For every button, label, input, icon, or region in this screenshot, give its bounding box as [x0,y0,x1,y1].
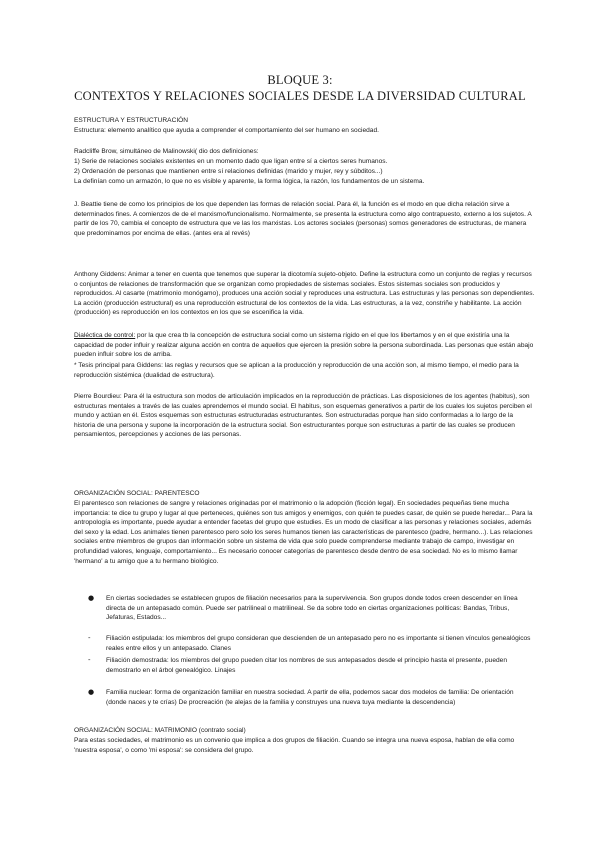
document-title-line2: CONTEXTOS Y RELACIONES SOCIALES DESDE LA DIVERSIDAD CULTURAL [74,89,526,103]
giddens-tesis: * Tesis principal para Giddens: las reglas y recursos que se aplican a la producción y reproducción de una acción son, al mismo tiempo, el medio para la reproducción sistémica (dualidad de estructura). [74,362,519,379]
section-heading-parentesco: ORGANIZACIÓN SOCIAL: PARENTESCO [74,490,200,497]
beattie-paragraph: J. Beattie tiene de como los principios de los que dependen las formas de relación social. Para él, la función es el modo en que dicha relación sirve a determinados fines. A comienzos de de el marxismo/funcionalismo. Normalmente, se presenta la estructura como algo contrapuesto, externo a los sujetos. A partir de los 70, cambia el concepto de estructura que ve las los marxistas. Los actores sociales (personas) somos generadores de estructuras, de manera que predominamos por encima de ellas. (antes era al revés) [74,201,532,237]
radcliffe-def-1: 1) Serie de relaciones sociales existentes en un momento dado que ligan entre sí a ciertos seres humanos. [74,158,388,165]
section-heading-matrimonio: ORGANIZACIÓN SOCIAL: MATRIMONIO (contrato social) [74,727,246,734]
bourdieu-paragraph: Pierre Bourdieu: Para él la estructura son modos de articulación implicados en la reproducción de prácticas. Las disposiciones de los agentes (habitus), son estructuras mentales a través de las cuales aprendemos el mundo social. El habitus, son esquemas generativos a partir de los cuales los sujetos perciben el mundo y actúan en él. Estos esquemas son estructuras estructuradas estructurantes. Son estructuradas porque han sido conformadas a lo largo de la historia de una persona y supone la incorporación de la estructura social. Son estructurantes porque son estructuras a partir de las cuales se producen pensamientos, percepciones y acciones de las personas. [74,393,532,439]
bullet-icon: ● [88,594,95,602]
dash-icon: - [88,634,91,642]
dialectica-text: por la que crea tb la concepción de estructura social como un sistema rígido en el que los libertamos y en el que existiría una la capacidad de poder influir y realizar alguna acción en contra de aquellos que ejercen la presión sobre la persona subordinada. Las personas que están abajo pueden influir sobre los de arriba. [74,332,534,359]
giddens-paragraph: Anthony Giddens: Animar a tener en cuenta que tenemos que superar la dicotomía sujeto-objeto. Define la estructura como un conjunto de reglas y recursos o conjuntos de relaciones de transformación que se organizan como propiedades de sistemas sociales. Estos sistemas sociales son producidos y reproducidos. Al casarte (matrimonio monógamo), produces una acción social y reproduces una estructura. Las estructuras y las personas son dependientes. La acción (producción estructural) es una reproducción estructural de los contextos de la vida. Las estructuras, a la vez, constriñe y habilitante. La acción (producción) es reproducción en los contextos en los que se escenifica la vida. [74,271,535,317]
dash-icon: - [88,656,91,664]
filiacion-estipulada-text: Filiación estipulada: los miembros del grupo consideran que descienden de un antepasado pero no es importante si tienen vínculos genealógicos reales entre ellos y un antepasado. Clanes [106,635,531,652]
filiacion-bullet-text: En ciertas sociedades se establecen grupos de filiación necesarios para la supervivencia. Son grupos donde todos creen descender en línea directa de un antepasado común. Puede ser patrilineal o matrilineal. Se da sobre todo en ciertas organizaciones políticas: Bandas, Tribus, Jefaturas, Estados... [106,595,518,622]
filiacion-demostrada-text: Filiación demostrada: los miembros del grupo pueden citar los nombres de sus antepasados desde el principio hasta el presente, pueden demostrarlo en el árbol genealógico. Linajes [106,657,507,674]
radcliffe-def-3: La definían como un armazón, lo que no es visible y aparente, la forma lógica, la razón, los fundamentos de un sistema. [74,178,425,185]
dialectica-label: Dialéctica de control: [74,332,136,339]
bullet-icon: ● [88,688,95,696]
document-title-line1: BLOQUE 3: [267,73,333,87]
matrimonio-paragraph: Para estas sociedades, el matrimonio es un convenio que implica a dos grupos de filiación. Cuando se integra una nueva esposa, hablan de ella como 'nuestra esposa', o como 'mi esposa': se considera del grupo. [74,737,515,754]
familia-nuclear-text: Familia nuclear: forma de organización familiar en nuestra sociedad. A partir de ella, podemos sacar dos modelos de familia: De orientación (donde naces y te crías) De procreación (te alejas de la familia y construyes una nueva tuya mediante la descendencia) [106,689,514,706]
radcliffe-label: Radcliffe Brow, simultáneo de Malinowski( dio dos definiciones: [74,148,259,155]
radcliffe-def-2: 2) Ordenación de personas que mantienen entre sí relaciones definidas (marido y mujer, rey y súbditos...) [74,168,383,175]
estructura-definition: Estructura: elemento analítico que ayuda a comprender el comportamiento del ser humano en sociedad. [74,127,379,134]
section-heading-estructura: ESTRUCTURA Y ESTRUCTURACIÓN [74,117,189,124]
parentesco-paragraph: El parentesco son relaciones de sangre y relaciones originadas por el matrimonio o la adopción (ficción legal). En sociedades pequeñas tiene mucha importancia: te dice tu grupo y lugar al que perteneces, quiénes son tus amigos y enemigos, con quién te puedes casar, de quién se puede heredar... Para la antropología es importante, puede ayudar a entender facetas del grupo que estudies. Es un modo de clasificar a las personas y relaciones sociales, además del sexo y la edad. Los animales tienen parentesco pero solo los seres humanos tienen las características de parentesco (padre, hermano...). Las relaciones sociales entre miembros de grupos dan información sobre un sistema de vida que solo puede comprenderse mediante trabajo de campo, investigar en profundidad valores, lenguaje, comportamiento... Es necesario conocer categorías de parentesco desde dentro de esa sociedad. No es lo mismo llamar 'hermano' a tu amigo que a tu hermano biológico. [74,500,533,565]
dialectica-paragraph [74,331,536,360]
